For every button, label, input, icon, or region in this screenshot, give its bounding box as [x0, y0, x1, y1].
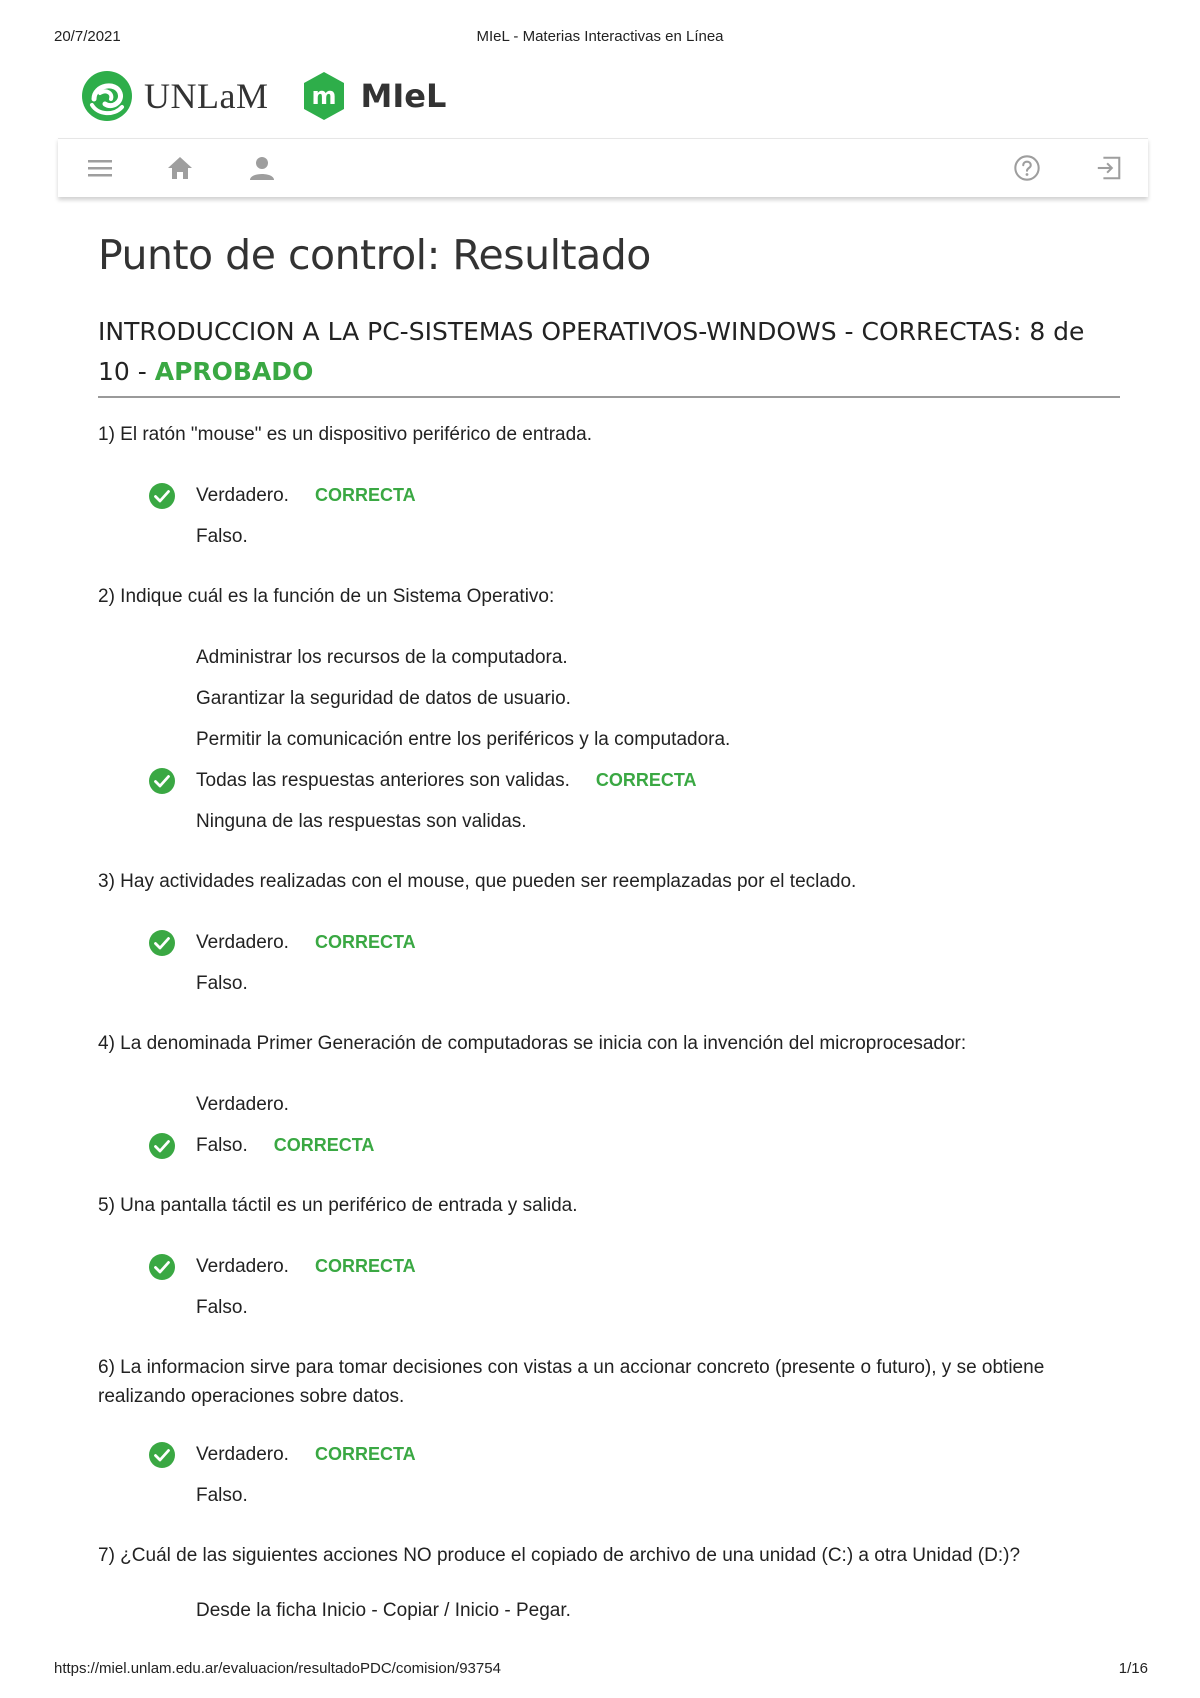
answer-text: Verdadero. — [196, 932, 289, 953]
question-1: 1) El ratón "mouse" es un dispositivo periférico de entrada. — [98, 424, 593, 445]
answer-option — [98, 1590, 1120, 1631]
answer-option — [98, 678, 1120, 719]
answer-text: Verdadero. — [196, 485, 289, 506]
check-circle-icon — [148, 1253, 176, 1281]
logout-icon[interactable] — [1095, 154, 1123, 182]
answer-option — [98, 516, 1120, 557]
answer-option — [98, 1434, 1120, 1475]
question-1-options — [98, 475, 1120, 557]
nav-bar — [58, 138, 1148, 197]
answer-text: Falso. — [196, 526, 248, 547]
question-4-options — [98, 1084, 1120, 1166]
answer-option — [98, 801, 1120, 842]
answer-text: Falso. — [196, 1485, 248, 1506]
question-3-options — [98, 922, 1120, 1004]
correct-label: CORRECTA — [314, 1444, 416, 1464]
result-summary — [98, 312, 1120, 398]
user-icon[interactable] — [248, 154, 276, 182]
question-6-options — [98, 1434, 1120, 1516]
answer-option — [98, 1084, 1120, 1125]
miel-logo[interactable] — [298, 70, 446, 122]
answer-option — [98, 475, 1120, 516]
answer-option — [98, 963, 1120, 1004]
question-2-options — [98, 637, 1120, 842]
correct-label: CORRECTA — [314, 485, 416, 505]
correct-label: CORRECTA — [314, 1256, 416, 1276]
answer-text: Permitir la comunicación entre los periféricos y la computadora. — [196, 729, 731, 750]
answer-text: Falso. — [196, 973, 248, 994]
unlam-swirl-icon — [80, 69, 134, 123]
answer-option — [98, 719, 1120, 760]
answer-text: Verdadero. — [196, 1256, 289, 1277]
check-circle-icon — [148, 482, 176, 510]
miel-badge-letter: m — [311, 82, 337, 110]
menu-icon[interactable] — [86, 154, 114, 182]
question-6: 6) La informacion sirve para tomar decisiones con vistas a un accionar concreto (presente o futuro), y se obtiene realizando operaciones sobre datos. — [98, 1357, 1045, 1407]
print-page-number: 1/16 — [1118, 1660, 1148, 1677]
question-2: 2) Indique cuál es la función de un Sistema Operativo: — [98, 586, 555, 607]
miel-wordmark: MIeL — [360, 77, 447, 115]
answer-text: Verdadero. — [196, 1444, 289, 1465]
miel-badge-icon — [298, 70, 350, 122]
question-7: 7) ¿Cuál de las siguientes acciones NO produce el copiado de archivo de una unidad (C:) a otra Unidad (D:)? — [98, 1545, 1021, 1566]
answer-text: Garantizar la seguridad de datos de usuario. — [196, 688, 571, 709]
correct-label: CORRECTA — [314, 932, 416, 952]
answer-option — [98, 922, 1120, 963]
unlam-wordmark: UNLaM — [144, 76, 269, 116]
question-5-options — [98, 1246, 1120, 1328]
questions-list — [98, 420, 1120, 1631]
answer-text: Desde la ficha Inicio - Copiar / Inicio - Pegar. — [196, 1600, 571, 1621]
question-5: 5) Una pantalla táctil es un periférico de entrada y salida. — [98, 1195, 578, 1216]
page-title: Punto de control: Resultado — [98, 231, 651, 279]
question-7-options — [98, 1590, 1120, 1631]
answer-text: Falso. — [196, 1297, 248, 1318]
answer-option — [98, 1125, 1120, 1166]
check-circle-icon — [148, 929, 176, 957]
answer-text: Ninguna de las respuestas son validas. — [196, 811, 527, 832]
question-4: 4) La denominada Primer Generación de computadoras se inicia con la invención del microprocesador: — [98, 1033, 967, 1054]
logo-bar — [80, 66, 446, 126]
correct-label: CORRECTA — [273, 1135, 375, 1155]
main-content — [98, 226, 1120, 1631]
help-icon[interactable] — [1013, 154, 1041, 182]
answer-text: Administrar los recursos de la computadora. — [196, 647, 568, 668]
answer-option — [98, 1287, 1120, 1328]
check-circle-icon — [148, 767, 176, 795]
print-title: MIeL - Materias Interactivas en Línea — [476, 28, 724, 45]
answer-option — [98, 637, 1120, 678]
answer-option — [98, 1475, 1120, 1516]
home-icon[interactable] — [166, 154, 194, 182]
check-circle-icon — [148, 1132, 176, 1160]
print-date: 20/7/2021 — [54, 28, 121, 45]
answer-text: Todas las respuestas anteriores son validas. — [196, 770, 570, 791]
question-3: 3) Hay actividades realizadas con el mouse, que pueden ser reemplazadas por el teclado. — [98, 871, 857, 892]
result-status: APROBADO — [154, 357, 314, 386]
print-url: https://miel.unlam.edu.ar/evaluacion/resultadoPDC/comision/93754 — [54, 1660, 501, 1677]
answer-option — [98, 1246, 1120, 1287]
answer-text: Falso. — [196, 1135, 248, 1156]
answer-text: Verdadero. — [196, 1094, 289, 1115]
check-circle-icon — [148, 1441, 176, 1469]
answer-option — [98, 760, 1120, 801]
summary-text: INTRODUCCION A LA PC-SISTEMAS OPERATIVOS-WINDOWS - CORRECTAS: 8 de 10 - — [98, 317, 1085, 386]
correct-label: CORRECTA — [595, 770, 697, 790]
unlam-logo[interactable] — [80, 69, 268, 123]
